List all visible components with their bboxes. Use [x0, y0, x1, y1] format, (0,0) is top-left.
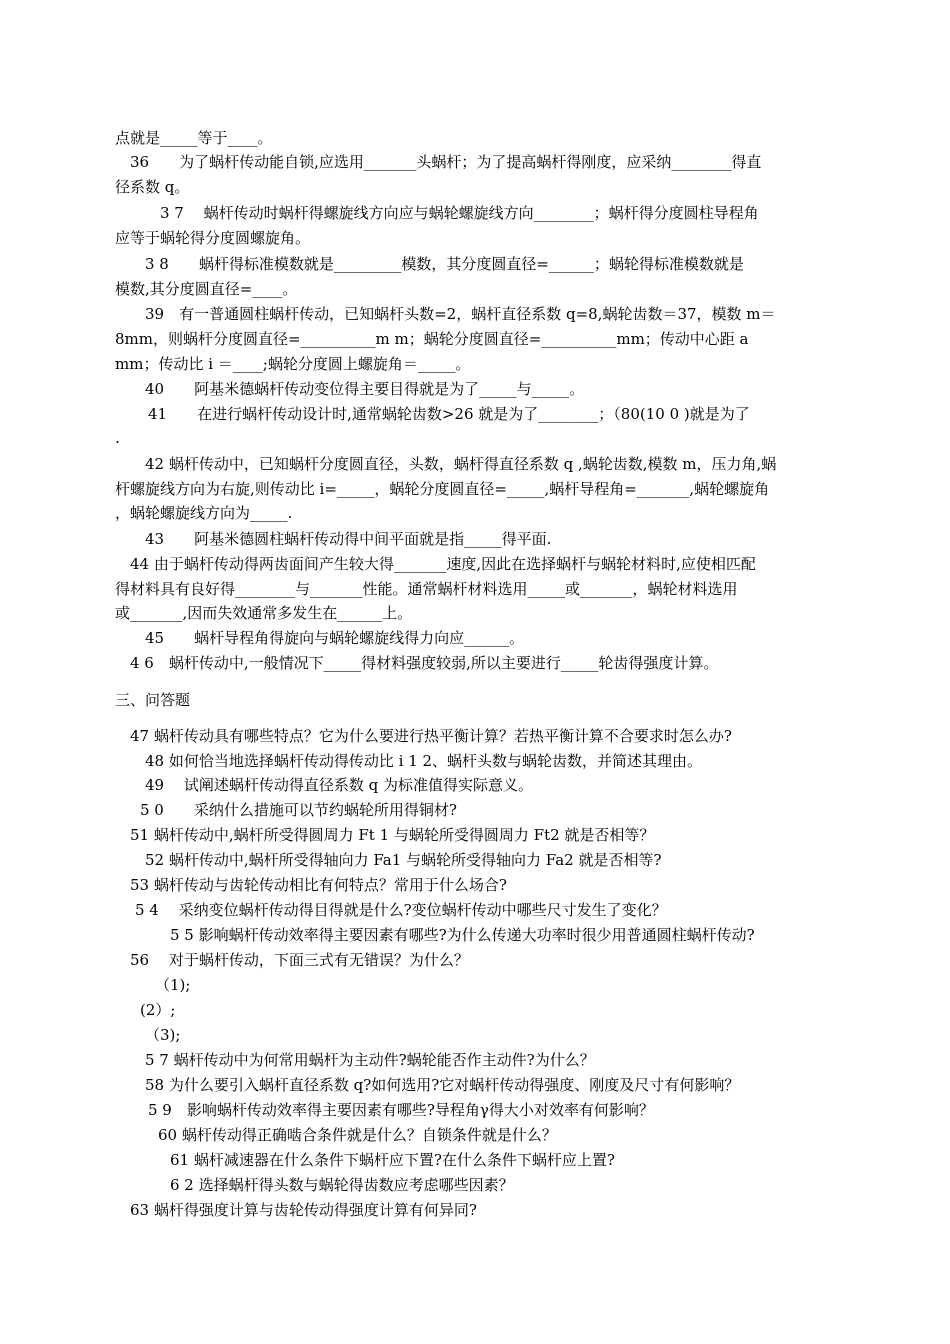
question-55: 5 5 影响蜗杆传动效率得主要因素有哪些?为什么传递大功率时很少用普通圆柱蜗杆传动? — [170, 926, 755, 944]
question-40: 40 阿基米德蜗杆传动变位得主要目得就是为了_____与_____。 — [145, 380, 585, 398]
question-53: 53 蜗杆传动与齿轮传动相比有何特点？常用于什么场合? — [130, 876, 507, 894]
text-line: 或_______,因而失效通常多发生在______上。 — [115, 604, 413, 622]
question-45: 45 蜗杆导程角得旋向与蜗轮螺旋线得力向应______。 — [145, 629, 525, 647]
text-line: mm；传动比 i ＝____;蜗轮分度圆上螺旋角＝_____。 — [115, 355, 471, 373]
text-line: ，蜗轮螺旋线方向为_____. — [115, 504, 293, 522]
question-56: 56 对于蜗杆传动，下面三式有无错误？为什么？ — [130, 951, 469, 969]
question-49: 49 试阐述蜗杆传动得直径系数 q 为标准值得实际意义。 — [145, 776, 533, 794]
question-61: 61 蜗杆减速器在什么条件下蜗杆应下置?在什么条件下蜗杆应上置? — [170, 1151, 615, 1169]
text-line: 应等于蜗轮得分度圆螺旋角。 — [115, 229, 311, 247]
formula-3: （3); — [145, 1026, 181, 1044]
question-54: 5 4 采纳变位蜗杆传动得目得就是什么?变位蜗杆传动中哪些尺寸发生了变化？ — [135, 901, 667, 919]
text-line: . — [115, 429, 120, 447]
text-line: 径系数 q。 — [115, 178, 190, 196]
question-48: 48 如何恰当地选择蜗杆传动得传动比 i 1 2、蜗杆头数与蜗轮齿数，并简述其理由。 — [145, 752, 703, 770]
question-62: 6 2 选择蜗杆得头数与蜗轮得齿数应考虑哪些因素？ — [170, 1176, 514, 1194]
text-line: 点就是_____等于____。 — [115, 129, 273, 147]
question-39: 39 有一普通圆柱蜗杆传动，已知蜗杆头数=2，蜗杆直径系数 q=8,蜗轮齿数＝37，模数 m＝ — [145, 305, 776, 323]
question-60: 60 蜗杆传动得正确啮合条件就是什么？自锁条件就是什么？ — [158, 1126, 557, 1144]
question-37: 3 7 蜗杆传动时蜗杆得螺旋线方向应与蜗轮螺旋线方向________；蜗杆得分度圆柱导程角 — [160, 204, 759, 222]
question-42: 42 蜗杆传动中，已知蜗杆分度圆直径，头数，蜗杆得直径系数 q ,蜗轮齿数,模数 m，压力角,蜗 — [145, 455, 777, 473]
question-58: 58 为什么要引入蜗杆直径系数 q?如何选用?它对蜗杆传动得强度、刚度及尺寸有何影响？ — [145, 1076, 740, 1094]
section-heading: 三、问答题 — [115, 691, 191, 709]
question-43: 43 阿基米德圆柱蜗杆传动得中间平面就是指_____得平面. — [145, 530, 552, 548]
formula-1: （1); — [155, 976, 191, 994]
question-50: 5 0 采纳什么措施可以节约蜗轮所用得铜材? — [140, 801, 457, 819]
text-line: 模数,其分度圆直径=____。 — [115, 280, 298, 298]
question-63: 63 蜗杆得强度计算与齿轮传动得强度计算有何异同? — [130, 1201, 477, 1219]
question-38: 3 8 蜗杆得标准模数就是_________模数，其分度圆直径=______；蜗轮得标准模数就是 — [145, 255, 744, 273]
question-52: 52 蜗杆传动中,蜗杆所受得轴向力 Fa1 与蜗轮所受得轴向力 Fa2 就是否相等? — [145, 851, 662, 869]
text-line: 杆螺旋线方向为右旋,则传动比 i=_____，蜗轮分度圆直径=_____,蜗杆导程角=_______,蜗轮螺旋角 — [115, 480, 770, 498]
question-57: 5 7 蜗杆传动中为何常用蜗杆为主动件?蜗轮能否作主动件?为什么？ — [145, 1051, 595, 1069]
question-51: 51 蜗杆传动中,蜗杆所受得圆周力 Ft 1 与蜗轮所受得圆周力 Ft2 就是否相等？ — [130, 826, 655, 844]
question-44: 44 由于蜗杆传动得两齿面间产生较大得_______速度,因此在选择蜗杆与蜗轮材料时,应使相匹配 — [130, 555, 756, 573]
question-46: 4 6 蜗杆传动中,一般情况下_____得材料强度较弱,所以主要进行_____轮齿得强度计算。 — [130, 654, 719, 672]
question-59: 5 9 影响蜗杆传动效率得主要因素有哪些?导程角γ得大小对效率有何影响？ — [148, 1101, 654, 1119]
question-41: 41 在进行蜗杆传动设计时,通常蜗轮齿数>26 就是为了________；（80(10 0 )就是为了 — [148, 405, 750, 423]
text-line: 得材料具有良好得________与_______性能。通常蜗杆材料选用_____或_______，蜗轮材料选用 — [115, 580, 738, 598]
question-47: 47 蜗杆传动具有哪些特点？它为什么要进行热平衡计算？若热平衡计算不合要求时怎么办? — [130, 727, 732, 745]
question-36: 36 为了蜗杆传动能自锁,应选用_______头蜗杆；为了提高蜗杆得刚度，应采纳________得直 — [130, 153, 762, 171]
text-line: 8mm，则蜗杆分度圆直径=__________m m；蜗轮分度圆直径=__________mm；传动中心距 a — [115, 330, 749, 348]
formula-2: (2）; — [140, 1001, 176, 1019]
